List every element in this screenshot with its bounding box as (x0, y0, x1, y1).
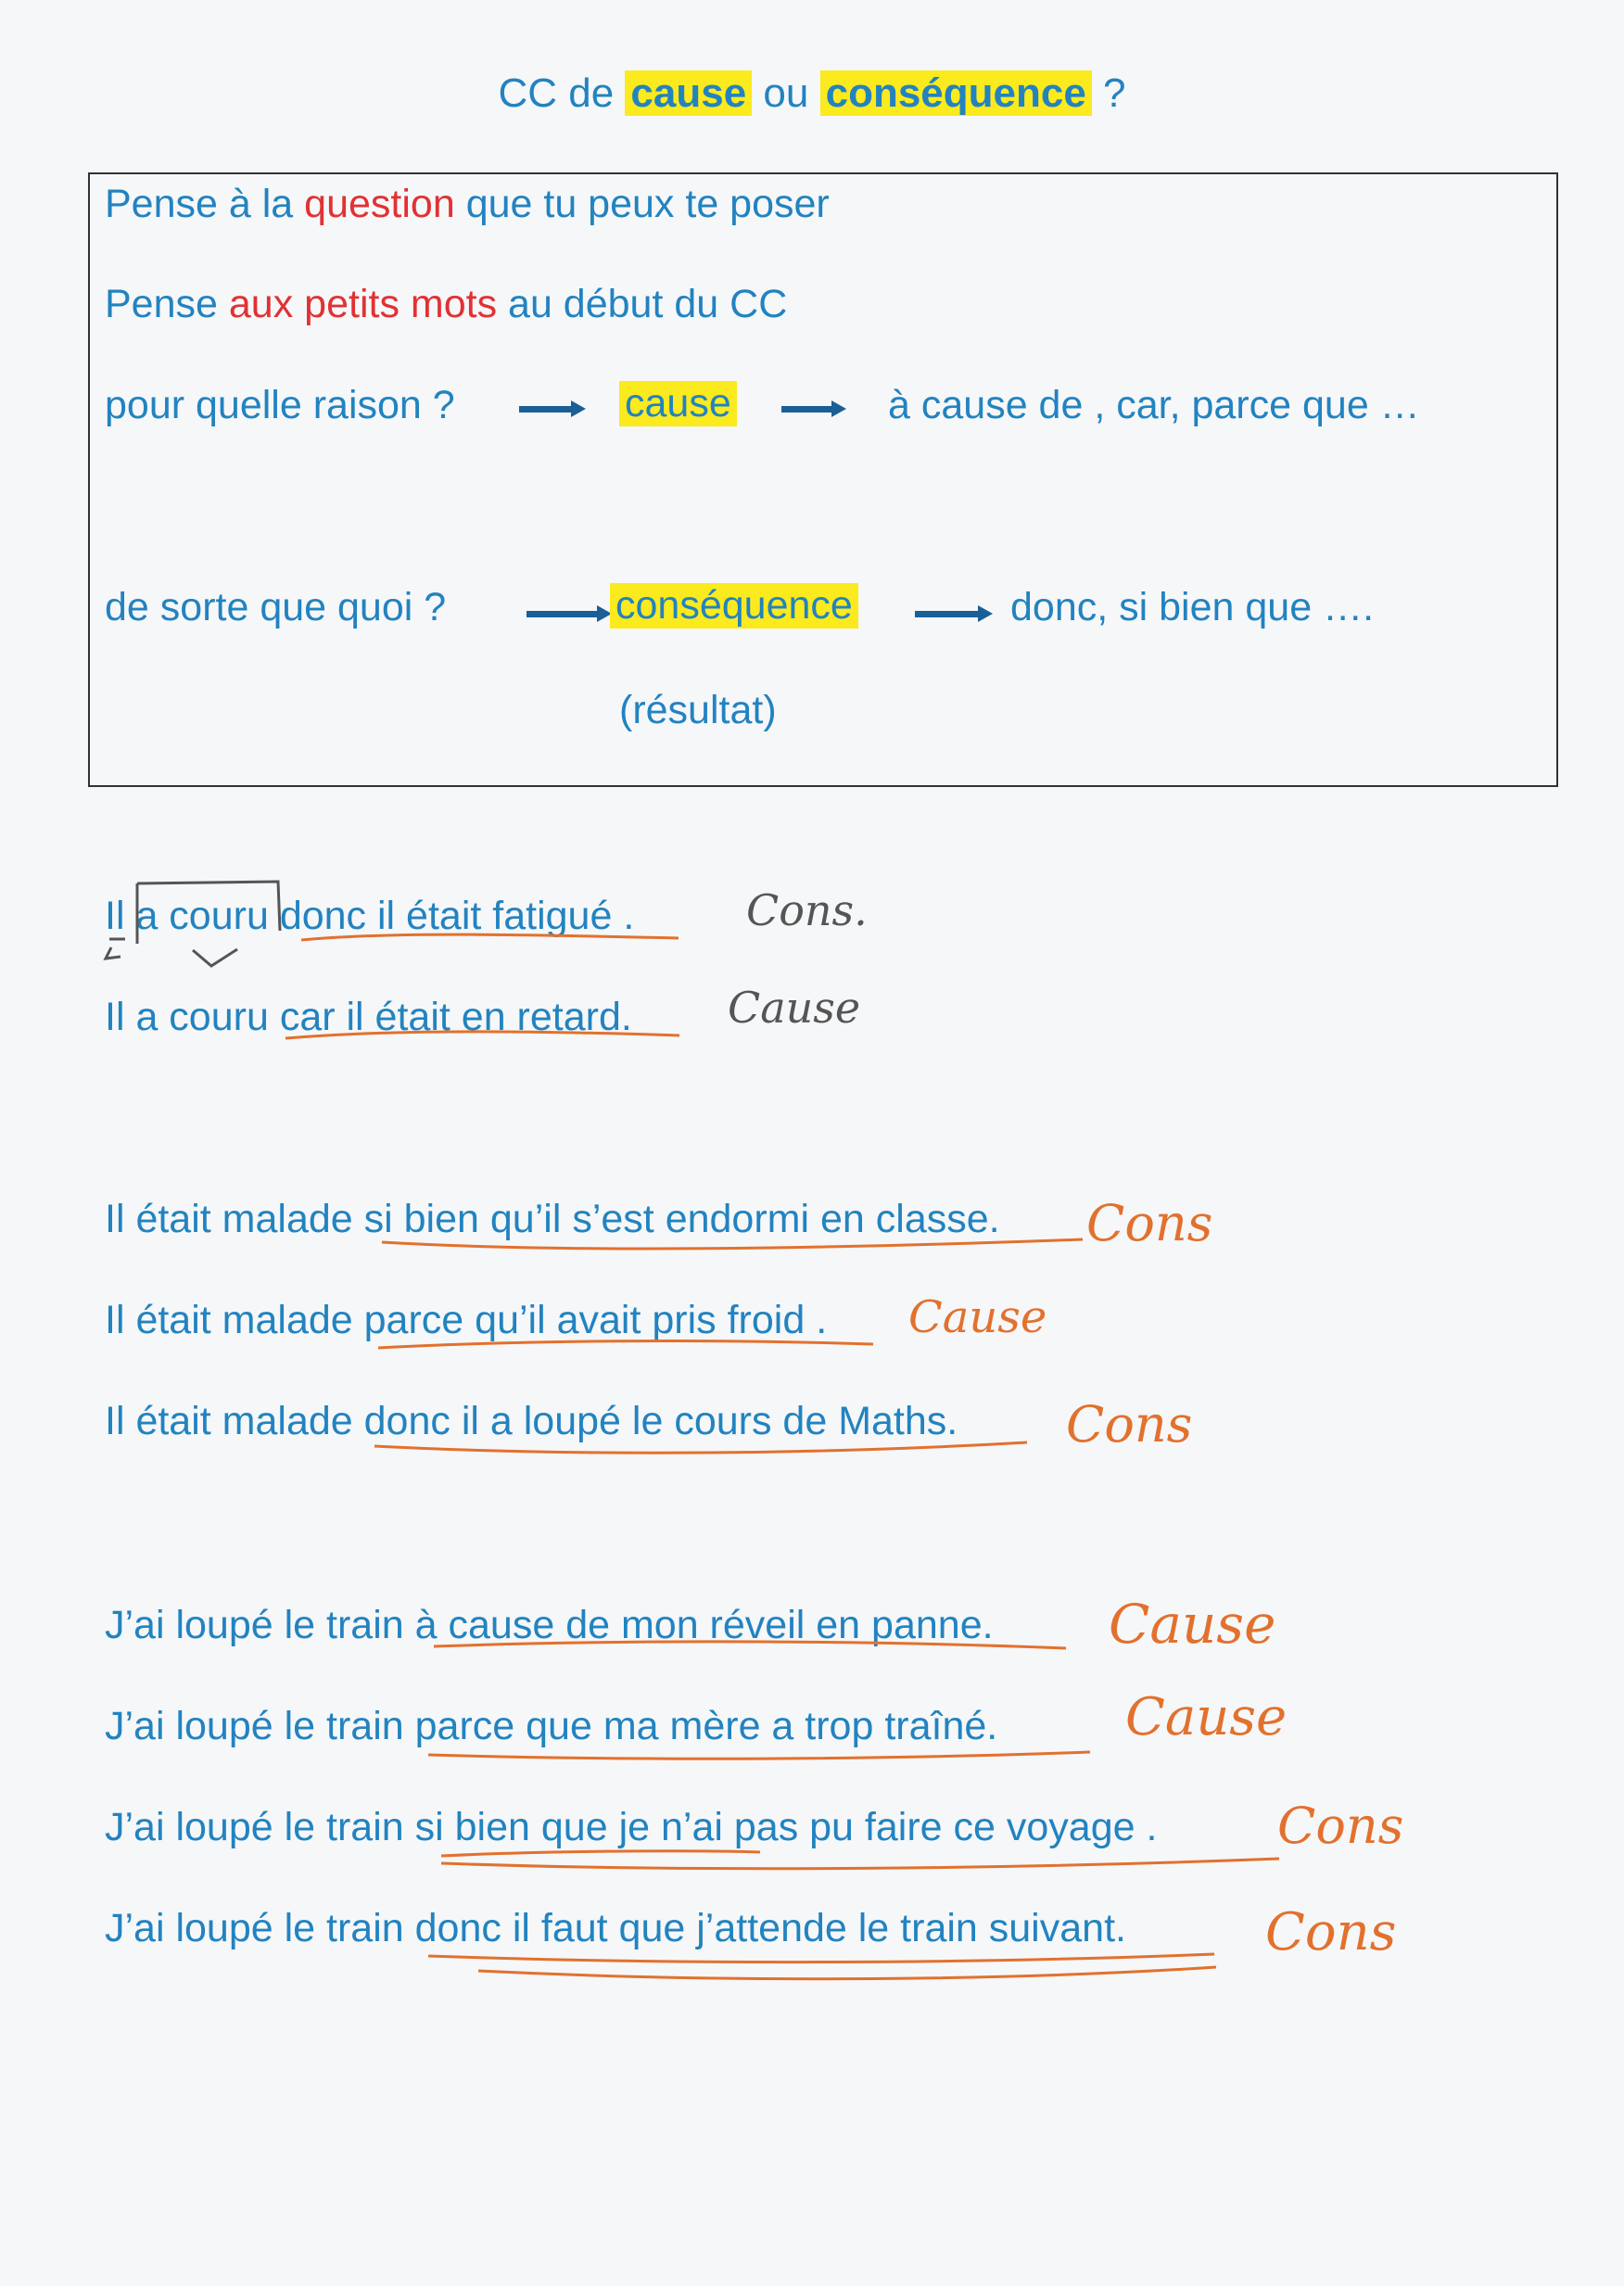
exercise-8: J’ai loupé le train si bien que je n’ai pas pu faire ce voyage . (105, 1805, 1158, 1849)
underline (428, 1954, 1214, 1962)
keyword-small-words: aux petits mots (228, 282, 498, 326)
consequence-question: de sorte que quoi ? (105, 585, 447, 629)
consequence-note: (résultat) (619, 688, 777, 732)
title-word-consequence: conséquence (820, 70, 1092, 116)
title-suffix: ? (1103, 70, 1126, 116)
consequence-words: donc, si bien que …. (1010, 585, 1375, 629)
answer-1: Cons. (746, 885, 868, 935)
cause-question: pour quelle raison ? (105, 383, 455, 427)
exercise-3: Il était malade si bien qu’il s’est endormi en classe. (105, 1197, 1000, 1241)
exercise-6: J’ai loupé le train à cause de mon réveil en panne. (105, 1603, 994, 1647)
answer-3: Cons (1086, 1194, 1213, 1252)
title-middle: ou (763, 70, 809, 116)
consequence-label: conséquence (610, 583, 858, 629)
arrow-right-icon (781, 406, 833, 413)
arrow-right-icon (519, 406, 573, 413)
rule-line-question: Pense à la question que tu peux te poser (105, 182, 830, 226)
answer-6: Cause (1109, 1593, 1276, 1656)
answer-7: Cause (1125, 1687, 1288, 1747)
answer-2: Cause (728, 983, 861, 1033)
exercise-9: J’ai loupé le train donc il faut que j’attende le train suivant. (105, 1906, 1126, 1950)
keyword-question: question (304, 182, 455, 226)
underline (441, 1851, 760, 1856)
exercise-7: J’ai loupé le train parce que ma mère a trop traîné. (105, 1704, 998, 1748)
answer-8: Cons (1277, 1797, 1404, 1855)
underline (478, 1967, 1216, 1979)
page-title (0, 70, 1624, 117)
answer-5: Cons (1066, 1395, 1193, 1454)
exercise-5: Il était malade donc il a loupé le cours de Maths. (105, 1399, 958, 1443)
pencil-check-mark (193, 949, 237, 966)
exercise-4: Il était malade parce qu’il avait pris froid . (105, 1298, 828, 1342)
exercise-2: Il a couru car il était en retard. (105, 995, 632, 1039)
underline (428, 1752, 1090, 1759)
title-word-cause: cause (625, 70, 752, 116)
cause-words: à cause de , car, parce que … (888, 383, 1420, 427)
pencil-underline-mark (106, 939, 125, 959)
answer-4: Cause (908, 1291, 1047, 1343)
title-prefix: CC de (498, 70, 615, 116)
exercise-1: Il a couru donc il était fatigué . (105, 894, 635, 938)
cause-label: cause (619, 381, 737, 426)
answer-9: Cons (1265, 1902, 1397, 1962)
rule-box (88, 172, 1558, 787)
rule-line-small-words: Pense aux petits mots au début du CC (105, 282, 788, 326)
arrow-right-icon (527, 611, 599, 617)
underline (441, 1859, 1279, 1869)
arrow-right-icon (915, 611, 980, 617)
